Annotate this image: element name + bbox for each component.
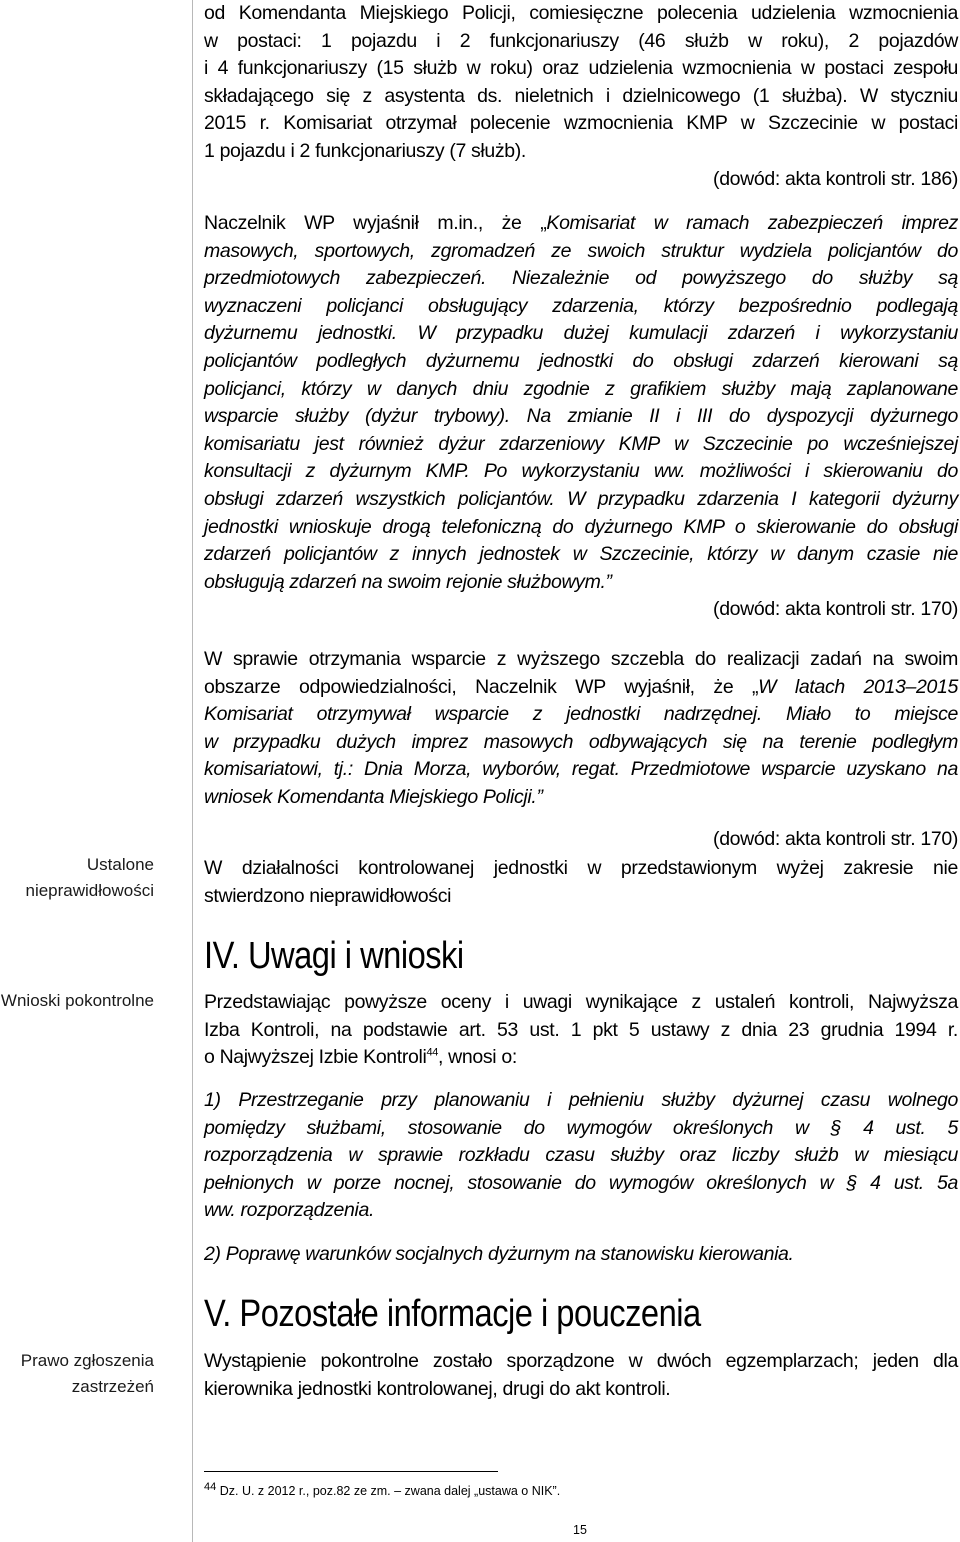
paragraph-wzmocnienia: od Komendanta Miejskiego Policji, comiesięczne polecenia udzielenia wzmocnienia w postaci: 1 pojazdu i 2 funkcjonariuszy (46 służb w roku), 2 pojazdów i 4 funkcjonariuszy (15 służb w roku) oraz udzielenia wzmocnienia w postaci zespołu składającego się z asystenta ds. nieletnich i dzielnicowego (1 służba). W styczniu 2015 r. Komisariat otrzymał polecenie wzmocnienia KMP w Szczecinie w postaci 1 pojazdu i 2 funkcjonariuszy (7 służb). (dowód: akta kontroli str. 186): [204, 0, 958, 193]
wniosek-item-1: 1) Przestrzeganie przy planowaniu i pełnieniu służby dyżurnej czasu wolnego pomiędzy służbami, stosowanie do wymogów określonych w § 4 ust. 5 rozporządzenia w sprawie rozkładu czasu służby oraz liczby służb w miesiącu pełnionych w porze nocnej, stosowanie do wymogów określonych w § 4 ust. 5a ww. rozporządzenia.: [204, 1089, 958, 1222]
page-number: 15: [573, 1523, 587, 1537]
footnote-ref: 44: [426, 1046, 439, 1059]
evidence-ref: (dowód: akta kontroli str. 186): [713, 167, 958, 190]
section-heading-iv: IV. Uwagi i wnioski: [204, 935, 464, 977]
paragraph-wnioski-intro: Przedstawiając powyższe oceny i uwagi wynikające z ustaleń kontroli, Najwyższa Izba Kontroli, na podstawie art. 53 ust. 1 pkt 5 ustawy z dnia 23 grudnia 1994 r. o Najwyższej Izbie Kontroli$^{44}$, wnosi o:: [204, 991, 958, 1069]
footnote-separator: [204, 1471, 498, 1472]
paragraph-pozostale: Wystąpienie pokontrolne zostało sporządzone w dwóch egzemplarzach; jeden dla kierownika jednostki kontrolowanej, drugi do akt kontroli.: [204, 1350, 958, 1400]
evidence-ref: (dowód: akta kontroli str. 170): [713, 598, 958, 621]
paragraph-naczelnik-wyjasnienie: Naczelnik WP wyjaśnił m.in., że „Komisariat w ramach zabezpieczeń imprez masowych, sportowych, zgromadzeń ze swoich struktur wydziela policjantów do przedmiotowych zabezpieczeń. Niezależnie od powyższego do służby są wyznaczeni policjanci obsługujący zdarzenia, którzy bezpośrednio podlegają dyżurnemu jednostki. W przypadku dużej kumulacji zdarzeń i wykorzystaniu policjantów podległych dyżurnemu jednostki do obsługi zdarzeń kierowani są policjanci, którzy w danych dniu zgodnie z grafikiem służby mają zaplanowane wsparcie służby (dyżur trybowy). Na zmianie II i III do dyspozycji dyżurnego komisariatu jest również dyżur zdarzeniowy KMP w Szczecinie po wcześniejszej konsultacji z dyżurnym KMP. Po wykorzystaniu ww. możliwości i skierowaniu do obsługi zdarzeń wszystkich policjantów. W przypadku zdarzenia I kategorii dyżurny jednostki wnioskuje drogą telefoniczną do dyżurnego KMP o skierowanie do obsługi zdarzeń policjantów z innych jednostek w Szczecinie, którzy w danym czasie nie obsługują zdarzeń na swoim rejonie służbowym.” (dowód: akta kontroli str. 170): [204, 210, 958, 624]
side-label-ustalone: Ustalone nieprawidłowości: [25, 855, 154, 900]
footnote: $^{44}$ Dz. U. z 2012 r., poz.82 ze zm. – zwana dalej „ustawa o NIK”.: [204, 1480, 561, 1498]
paragraph-wsparcie: W sprawie otrzymania wsparcie z wyższego szczebla do realizacji zadań na swoim obszarze odpowiedzialności, Naczelnik WP wyjaśnił, że „W latach 2013–2015 Komisariat otrzymywał wsparcie z jednostki nadrzędnej. Miało to miejsce w przypadku dużych imprez masowych odbywających się na terenie podległym komisariatowi, tj.: Dnia Morza, wyborów, regat. Przedmiotowe wsparcie uzyskano na wniosek Komendanta Miejskiego Policji.” (dowód: akta kontroli str. 170): [204, 646, 958, 853]
section-heading-v: V. Pozostałe informacje i pouczenia: [204, 1293, 701, 1335]
evidence-ref: (dowód: akta kontroli str. 170): [713, 827, 958, 850]
side-label-wnioski: Wnioski pokontrolne: [0, 991, 154, 1010]
paragraph-stwierdzono: W działalności kontrolowanej jednostki w przedstawionym wyżej zakresie nie stwierdzono nieprawidłowości: [204, 857, 958, 907]
margin-sidebar: [0, 0, 193, 1542]
side-label-prawo: Prawo zgłoszenia zastrzeżeń: [20, 1351, 154, 1396]
wniosek-item-2: 2) Poprawę warunków socjalnych dyżurnym na stanowisku kierowania.: [204, 1243, 794, 1265]
